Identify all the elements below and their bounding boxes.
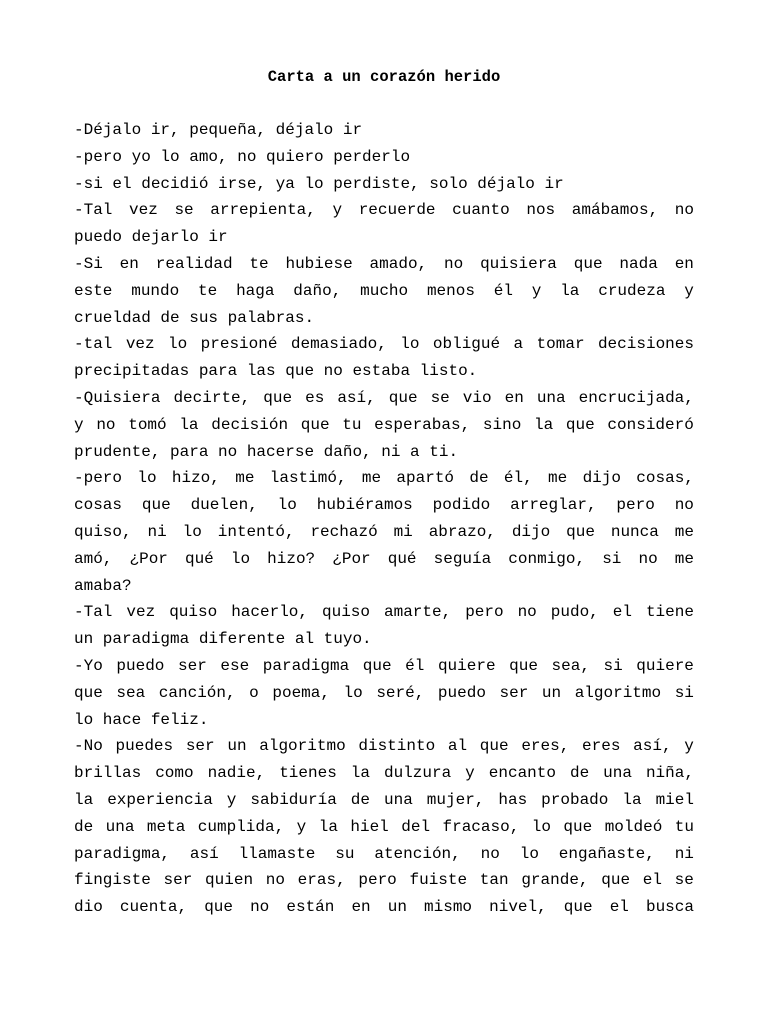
word: te: [249, 254, 269, 273]
word: -Tal: [74, 201, 113, 220]
word: te: [198, 281, 218, 300]
word: si: [602, 549, 622, 568]
word: quiso,: [74, 522, 132, 541]
word: lo: [277, 496, 297, 515]
text-line: [74, 733, 694, 760]
word: esperabas,: [374, 415, 471, 434]
word: nivel,: [489, 898, 547, 917]
text-line: [74, 546, 694, 573]
text-line: -Déjalo ir, pequeña, déjalo ir: [74, 121, 363, 139]
word: tomó: [128, 415, 167, 434]
text-line: un paradigma diferente al tuyo.: [74, 630, 372, 649]
word: y: [74, 415, 84, 434]
word: no: [96, 415, 116, 434]
text-line: lo hace feliz.: [74, 710, 209, 729]
word: haga: [236, 281, 275, 300]
word: lo: [343, 683, 363, 702]
word: se: [430, 388, 450, 407]
word: lo: [230, 549, 251, 568]
word: lo: [400, 335, 420, 354]
document-body: [74, 117, 694, 921]
word: nunca: [610, 522, 659, 541]
word: recuerde: [358, 201, 436, 220]
word: que: [479, 737, 509, 756]
word: amábamos,: [571, 201, 659, 220]
word: -No: [74, 737, 103, 756]
word: atención,: [374, 844, 461, 863]
word: están: [286, 898, 335, 917]
text-line: [74, 492, 694, 519]
word: lo: [168, 335, 188, 354]
word: quiso: [321, 603, 370, 622]
word: hizo?: [267, 549, 316, 568]
word: presioné: [200, 335, 278, 354]
word: que: [204, 898, 233, 917]
word: se: [674, 871, 694, 890]
text-line: [74, 331, 694, 358]
word: busca: [645, 898, 694, 917]
word: la: [350, 764, 370, 783]
text-line: [74, 867, 694, 894]
word: niña,: [645, 764, 694, 783]
word: ser: [185, 737, 215, 756]
word: y: [465, 764, 475, 783]
word: en: [119, 254, 139, 273]
word: quisiera: [480, 254, 557, 273]
word: la: [534, 415, 554, 434]
word: ¿Por: [129, 549, 168, 568]
word: cosas,: [636, 469, 694, 488]
word: crudeza: [598, 281, 666, 300]
word: vez: [126, 603, 156, 622]
text-line: crueldad de sus palabras.: [74, 308, 315, 327]
word: del: [401, 817, 431, 836]
word: como: [155, 764, 194, 783]
text-line: [74, 680, 694, 707]
word: no: [250, 898, 270, 917]
word: él: [405, 656, 425, 675]
word: lo: [531, 817, 551, 836]
word: intentó,: [217, 522, 295, 541]
text-line: [74, 653, 694, 680]
word: quiso: [169, 603, 218, 622]
word: arreglar,: [510, 496, 597, 515]
text-line: [74, 814, 694, 841]
word: vio: [462, 388, 492, 407]
word: de: [350, 790, 370, 809]
word: ser: [177, 656, 207, 675]
word: mucho: [360, 281, 409, 300]
word: me: [548, 469, 568, 488]
word: no: [674, 201, 694, 220]
word: podido: [432, 496, 491, 515]
word: sea: [116, 683, 146, 702]
word: una: [105, 817, 135, 836]
word: brillas: [74, 764, 142, 783]
word: rechazó: [310, 522, 378, 541]
word: vez: [125, 335, 155, 354]
word: de: [569, 764, 590, 783]
word: eres,: [521, 737, 570, 756]
word: lastimó,: [269, 469, 347, 488]
word: su: [335, 844, 355, 863]
word: me: [674, 522, 694, 541]
word: fuiste: [409, 871, 468, 890]
text-line: puedo dejarlo ir: [74, 228, 228, 247]
word: encrucijada,: [578, 388, 694, 407]
word: tienes: [279, 764, 337, 783]
word: ser: [163, 871, 193, 890]
text-line: [74, 841, 694, 868]
word: la: [74, 790, 94, 809]
word: él: [493, 281, 513, 300]
word: fracaso,: [442, 817, 520, 836]
word: hubiéramos: [316, 496, 413, 515]
word: no: [480, 844, 500, 863]
word: un: [541, 683, 562, 702]
word: ni: [674, 844, 694, 863]
word: pero: [358, 871, 397, 890]
text-line: [74, 197, 694, 224]
word: distinto: [358, 737, 436, 756]
word: ese: [220, 656, 250, 675]
word: que: [74, 683, 103, 702]
word: arrepienta,: [210, 201, 316, 220]
word: demasiado,: [290, 335, 387, 354]
word: no: [638, 549, 658, 568]
word: se: [174, 201, 194, 220]
word: en: [504, 388, 524, 407]
word: tomar: [536, 335, 585, 354]
word: cumplida,: [197, 817, 285, 836]
word: grande,: [521, 871, 589, 890]
word: cuenta,: [119, 898, 188, 917]
word: algoritmo: [259, 737, 346, 756]
word: algoritmo: [574, 683, 662, 702]
word: seguía: [433, 549, 492, 568]
word: lo: [519, 844, 539, 863]
word: lo: [137, 469, 157, 488]
word: que: [388, 388, 418, 407]
word: que: [565, 415, 595, 434]
word: que: [601, 871, 631, 890]
word: así,: [633, 737, 672, 756]
word: si: [603, 656, 623, 675]
word: que: [362, 656, 392, 675]
word: el: [642, 871, 662, 890]
word: una: [536, 388, 566, 407]
word: el: [609, 898, 629, 917]
word: hizo,: [171, 469, 220, 488]
word: -Si: [74, 254, 103, 273]
word: y: [296, 817, 307, 836]
text-line: [74, 278, 694, 305]
word: conmigo,: [508, 549, 586, 568]
word: -Tal: [74, 603, 113, 622]
word: y: [684, 281, 694, 300]
text-line: [74, 519, 694, 546]
word: hubiese: [285, 254, 353, 273]
text-line: [74, 385, 694, 412]
word: que: [141, 496, 171, 515]
word: abrazo,: [428, 522, 496, 541]
word: meta: [146, 817, 186, 836]
word: que: [566, 522, 595, 541]
word: probado: [541, 790, 609, 809]
word: llamaste: [238, 844, 316, 863]
word: puedes: [115, 737, 174, 756]
word: nada: [619, 254, 658, 273]
word: lo: [182, 522, 202, 541]
word: no: [517, 603, 537, 622]
word: apartó: [396, 469, 455, 488]
word: encanto: [488, 764, 556, 783]
word: un: [227, 737, 247, 756]
word: tu: [674, 817, 694, 836]
word: la: [622, 790, 642, 809]
word: cosas: [74, 496, 123, 515]
word: una: [383, 790, 413, 809]
word: ¿Por: [332, 549, 371, 568]
word: eres: [582, 737, 621, 756]
text-line: [74, 251, 694, 278]
word: una: [603, 764, 632, 783]
word: sea,: [551, 656, 590, 675]
word: es: [305, 388, 325, 407]
word: eras,: [297, 871, 346, 890]
text-line: [74, 412, 694, 439]
word: decisión: [211, 415, 289, 434]
word: qué: [387, 549, 417, 568]
word: la: [318, 817, 338, 836]
word: amado,: [369, 254, 428, 273]
word: sabiduría: [250, 790, 337, 809]
word: -tal: [74, 335, 113, 354]
word: que: [300, 415, 330, 434]
word: moldeó: [604, 817, 663, 836]
word: en: [351, 898, 371, 917]
word: has: [498, 790, 528, 809]
word: y: [226, 790, 237, 809]
word: -Quisiera: [74, 388, 161, 407]
word: en: [674, 254, 694, 273]
word: que: [263, 388, 293, 407]
word: dijo: [582, 469, 621, 488]
word: nos: [526, 201, 556, 220]
word: consideró: [607, 415, 694, 434]
word: paradigma,: [74, 844, 171, 863]
document-page: [74, 64, 694, 921]
word: mismo: [424, 898, 473, 917]
word: que: [509, 656, 538, 675]
word: experiencia: [107, 790, 213, 809]
word: mujer,: [426, 790, 485, 809]
word: ser: [499, 683, 529, 702]
word: y: [332, 201, 343, 220]
word: seré,: [376, 683, 425, 702]
word: fingiste: [74, 871, 151, 890]
word: él,: [503, 469, 533, 488]
word: pero: [465, 603, 504, 622]
word: me: [361, 469, 382, 488]
word: vez: [129, 201, 158, 220]
word: la: [179, 415, 199, 434]
word: pudo,: [550, 603, 599, 622]
word: engañaste,: [558, 844, 655, 863]
word: que: [563, 817, 593, 836]
word: la: [560, 281, 580, 300]
word: realidad: [155, 254, 233, 273]
word: tan: [479, 871, 509, 890]
word: cuanto: [452, 201, 510, 220]
text-line: [74, 760, 694, 787]
word: a: [513, 335, 524, 354]
word: hacerlo,: [231, 603, 308, 622]
word: de: [74, 817, 94, 836]
word: dulzura: [383, 764, 452, 783]
word: si: [674, 683, 694, 702]
word: puedo: [437, 683, 486, 702]
word: pero: [616, 496, 655, 515]
word: un: [387, 898, 407, 917]
word: paradigma: [262, 656, 350, 675]
word: quien: [205, 871, 254, 890]
word: poema,: [272, 683, 330, 702]
word: no: [674, 496, 694, 515]
word: menos: [426, 281, 475, 300]
word: obligué: [432, 335, 501, 354]
word: quiere: [437, 656, 496, 675]
word: me: [674, 549, 694, 568]
word: decisiones: [597, 335, 694, 354]
word: ni: [147, 522, 167, 541]
document-title: Carta a un corazón herido: [267, 68, 501, 86]
word: dijo: [511, 522, 551, 541]
word: mundo: [131, 281, 180, 300]
word: al: [447, 737, 468, 756]
word: nadie,: [207, 764, 266, 783]
word: daño,: [293, 281, 342, 300]
word: de: [469, 469, 489, 488]
word: dio: [74, 898, 103, 917]
word: mi: [393, 522, 413, 541]
word: sino: [482, 415, 522, 434]
word: así: [189, 844, 219, 863]
word: así,: [337, 388, 376, 407]
word: quiere: [636, 656, 694, 675]
word: hiel: [350, 817, 389, 836]
word: duelen,: [190, 496, 258, 515]
word: me: [235, 469, 255, 488]
word: amarte,: [383, 603, 452, 622]
text-line: -si el decidió irse, ya lo perdiste, solo déjalo ir: [74, 174, 564, 193]
text-line: amaba?: [74, 576, 132, 595]
text-line: [74, 465, 694, 492]
word: no: [444, 254, 464, 273]
word: tu: [342, 415, 362, 434]
word: que: [573, 254, 603, 273]
word: canción,: [158, 683, 236, 702]
text-line: [74, 599, 694, 626]
word: y: [531, 281, 542, 300]
word: puedo: [116, 656, 165, 675]
word: -pero: [74, 469, 123, 488]
word: miel: [655, 790, 694, 809]
word: -Yo: [74, 656, 103, 675]
word: no: [265, 871, 285, 890]
word: qué: [184, 549, 214, 568]
text-line: precipitadas para las que no estaba listo.: [74, 362, 478, 381]
word: el: [612, 603, 632, 622]
word: amó,: [74, 549, 113, 568]
word: que: [563, 898, 593, 917]
text-line: [74, 787, 694, 814]
word: o: [249, 683, 259, 702]
word: decirte,: [173, 388, 251, 407]
text-line: -pero yo lo amo, no quiero perderlo: [74, 147, 411, 166]
word: y: [684, 737, 694, 756]
text-line: prudente, para no hacerse daño, ni a ti.: [74, 442, 459, 461]
word: tiene: [645, 603, 694, 622]
text-line: [74, 894, 694, 921]
word: este: [74, 281, 113, 300]
